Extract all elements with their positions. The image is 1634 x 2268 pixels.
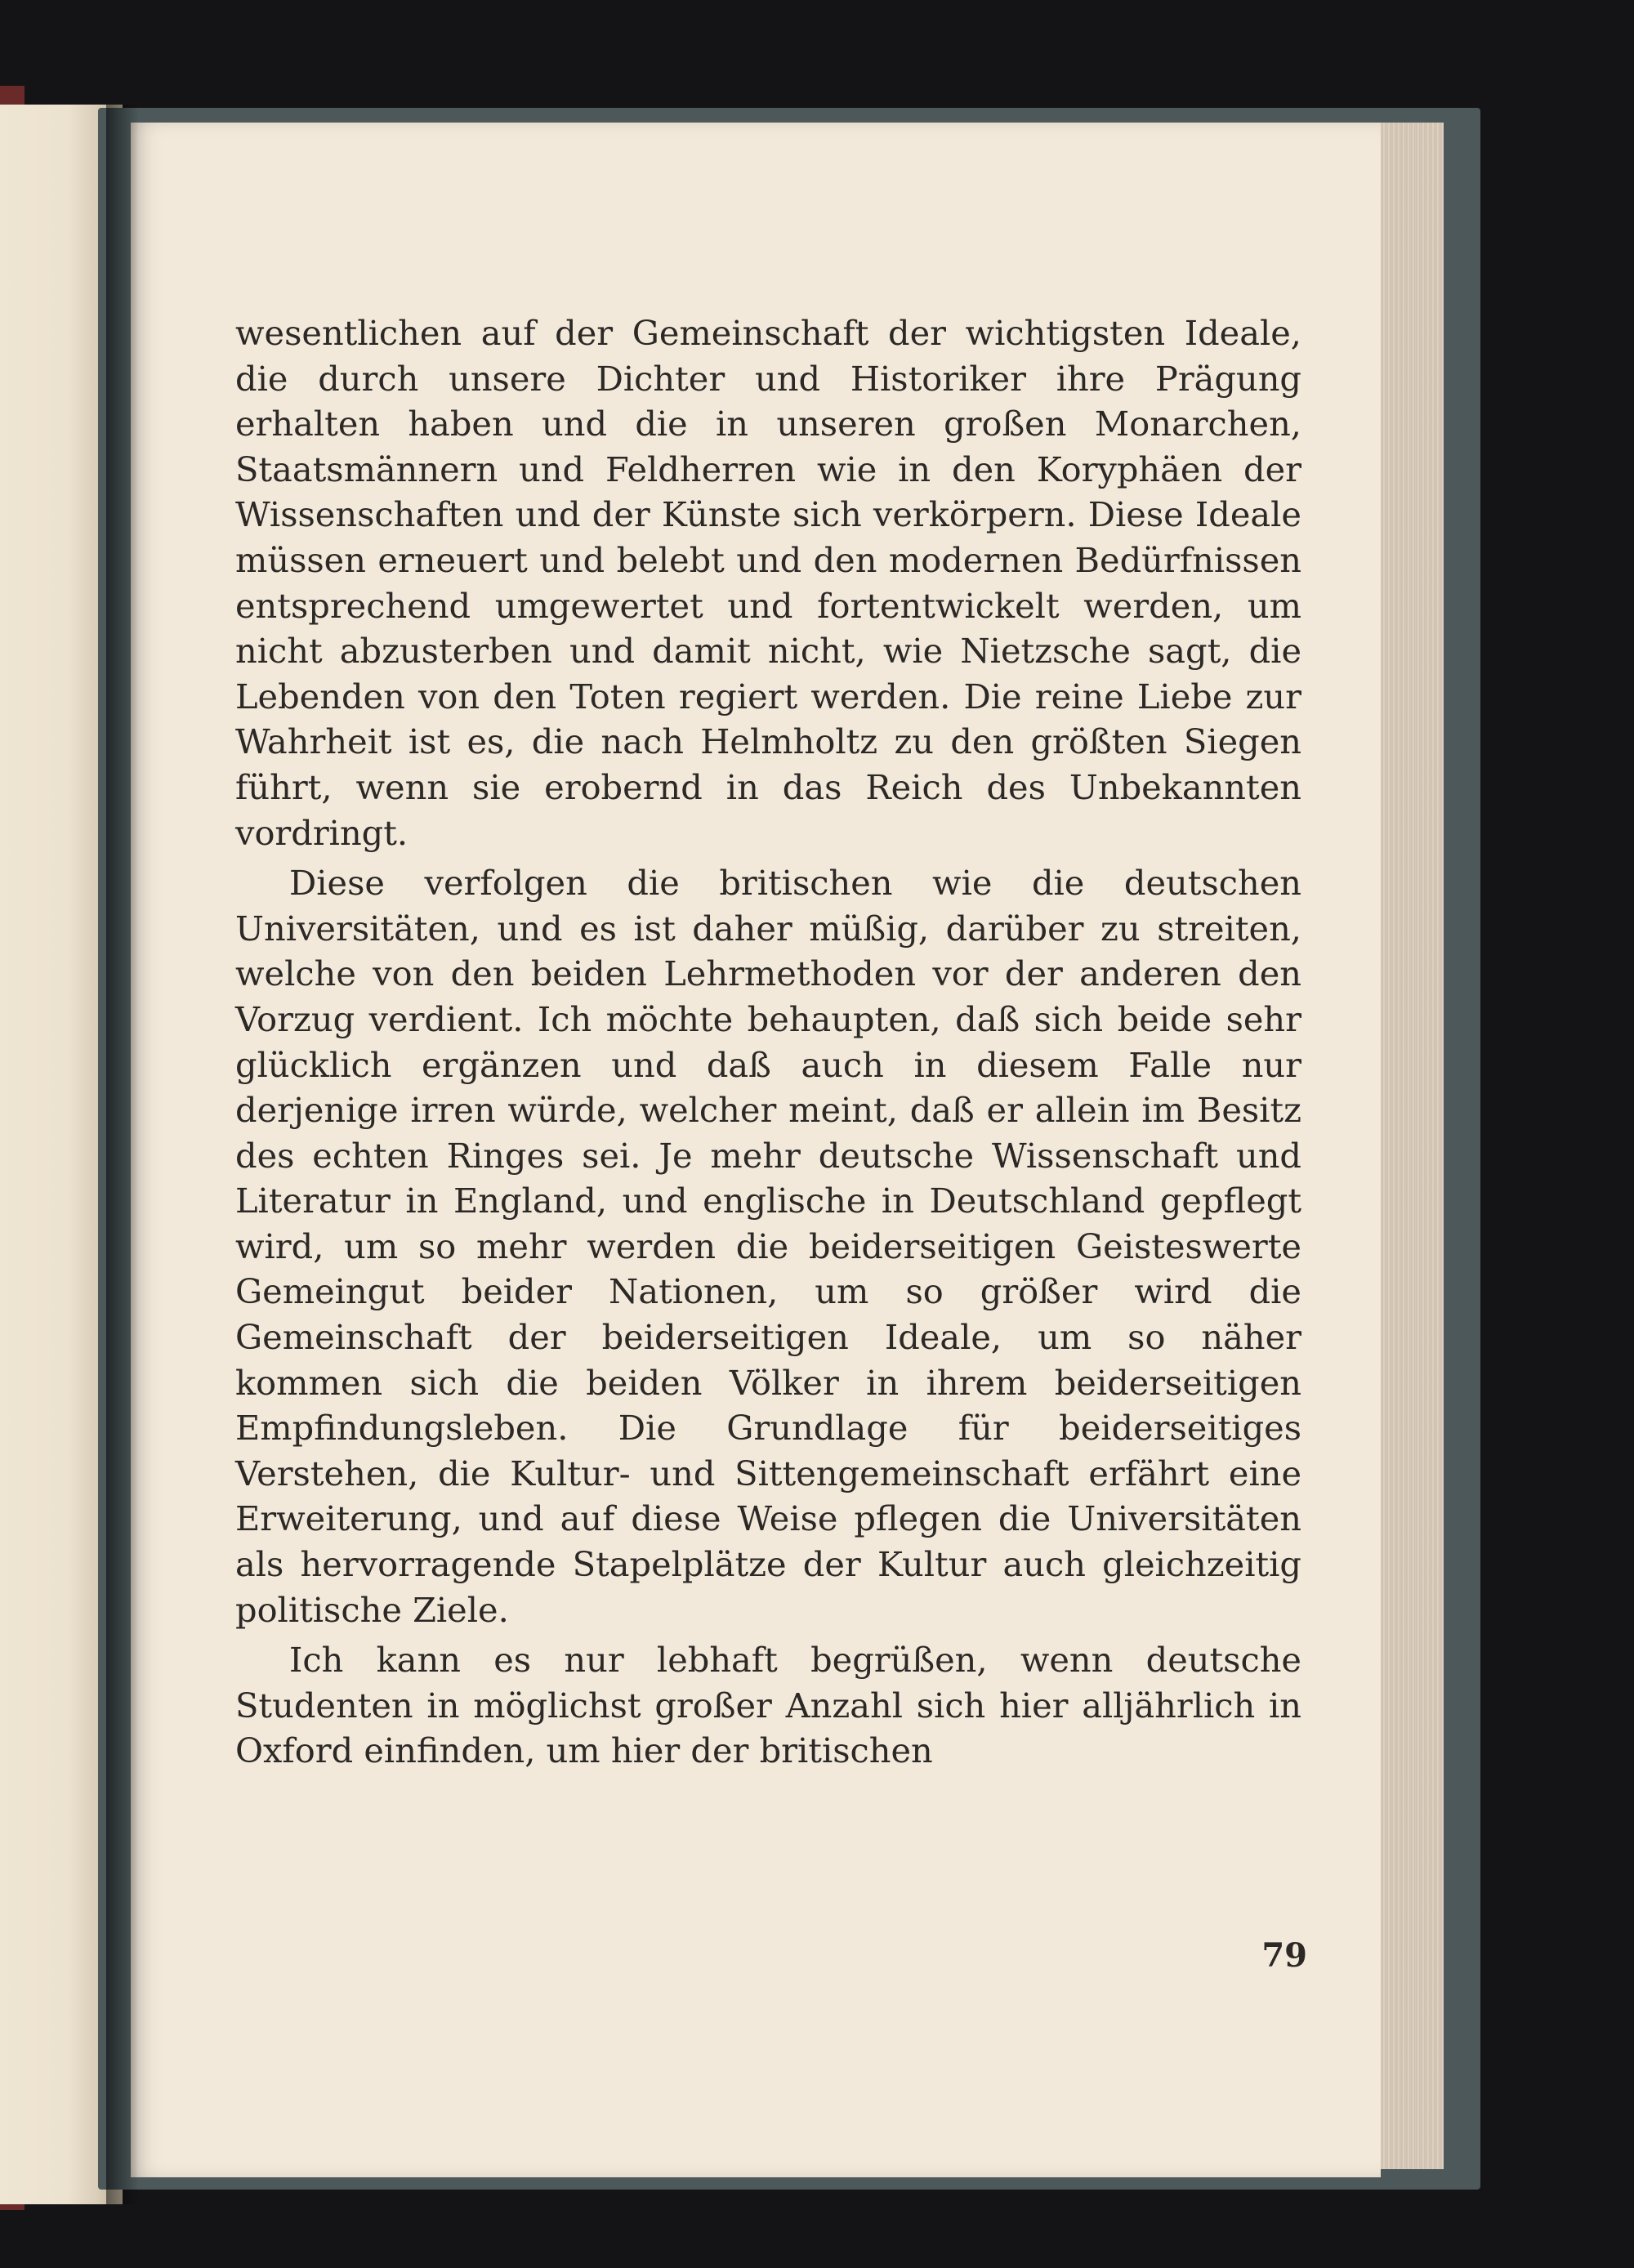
book-page (131, 123, 1381, 2177)
body-text (235, 310, 1301, 1774)
paragraph-1: wesentlichen auf der Gemeinschaft der wichtigsten Ideale, die durch unsere Dichter und Historiker ihre Prägung erhalten haben und die in unseren großen Monarchen, Staatsmännern und Feldherren wie in den Koryphäen der Wissenschaften und der Künste sich verkörpern. Diese Ideale müssen erneuert und belebt und den modernen Bedürfnissen entsprechend umgewertet und fortentwickelt werden, um nicht abzusterben und damit nicht, wie Nietzsche sagt, die Lebenden von den Toten regiert werden. Die reine Liebe zur Wahrheit ist es, die nach Helmholtz zu den größten Siegen führt, wenn sie erobernd in das Reich des Unbekannten vordringt. (235, 313, 1301, 853)
page-number: 79 (1261, 1936, 1307, 1975)
paragraph-3: Ich kann es nur lebhaft begrüßen, wenn deutsche Studenten in möglichst großer Anzahl sich hier alljährlich in Oxford einfinden, um hier der britischen (235, 1640, 1301, 1771)
paragraph-2: Diese verfolgen die britischen wie die deutschen Universitäten, und es ist daher müßig, darüber zu streiten, welche von den beiden Lehrmethoden vor der anderen den Vorzug verdient. Ich möchte behaupten, daß sich beide sehr glücklich ergänzen und daß auch in diesem Falle nur derjenige irren würde, welcher meint, daß er allein im Besitz des echten Ringes sei. Je mehr deutsche Wissenschaft und Literatur in England, und englische in Deutschland gepflegt wird, um so mehr werden die beiderseitigen Geisteswerte Gemeingut beider Nationen, um so größer wird die Gemeinschaft der beiderseitigen Ideale, um so näher kommen sich die beiden Völker in ihrem beiderseitigen Empfindungsleben. Die Grundlage für beiderseitiges Verstehen, die Kultur- und Sittengemeinschaft erfährt eine Erweiterung, und auf diese Weise pflegen die Universitäten als hervorragende Stapelplätze der Kultur auch gleichzeitig politische Ziele. (235, 863, 1301, 1630)
gutter-shadow (106, 105, 139, 2204)
